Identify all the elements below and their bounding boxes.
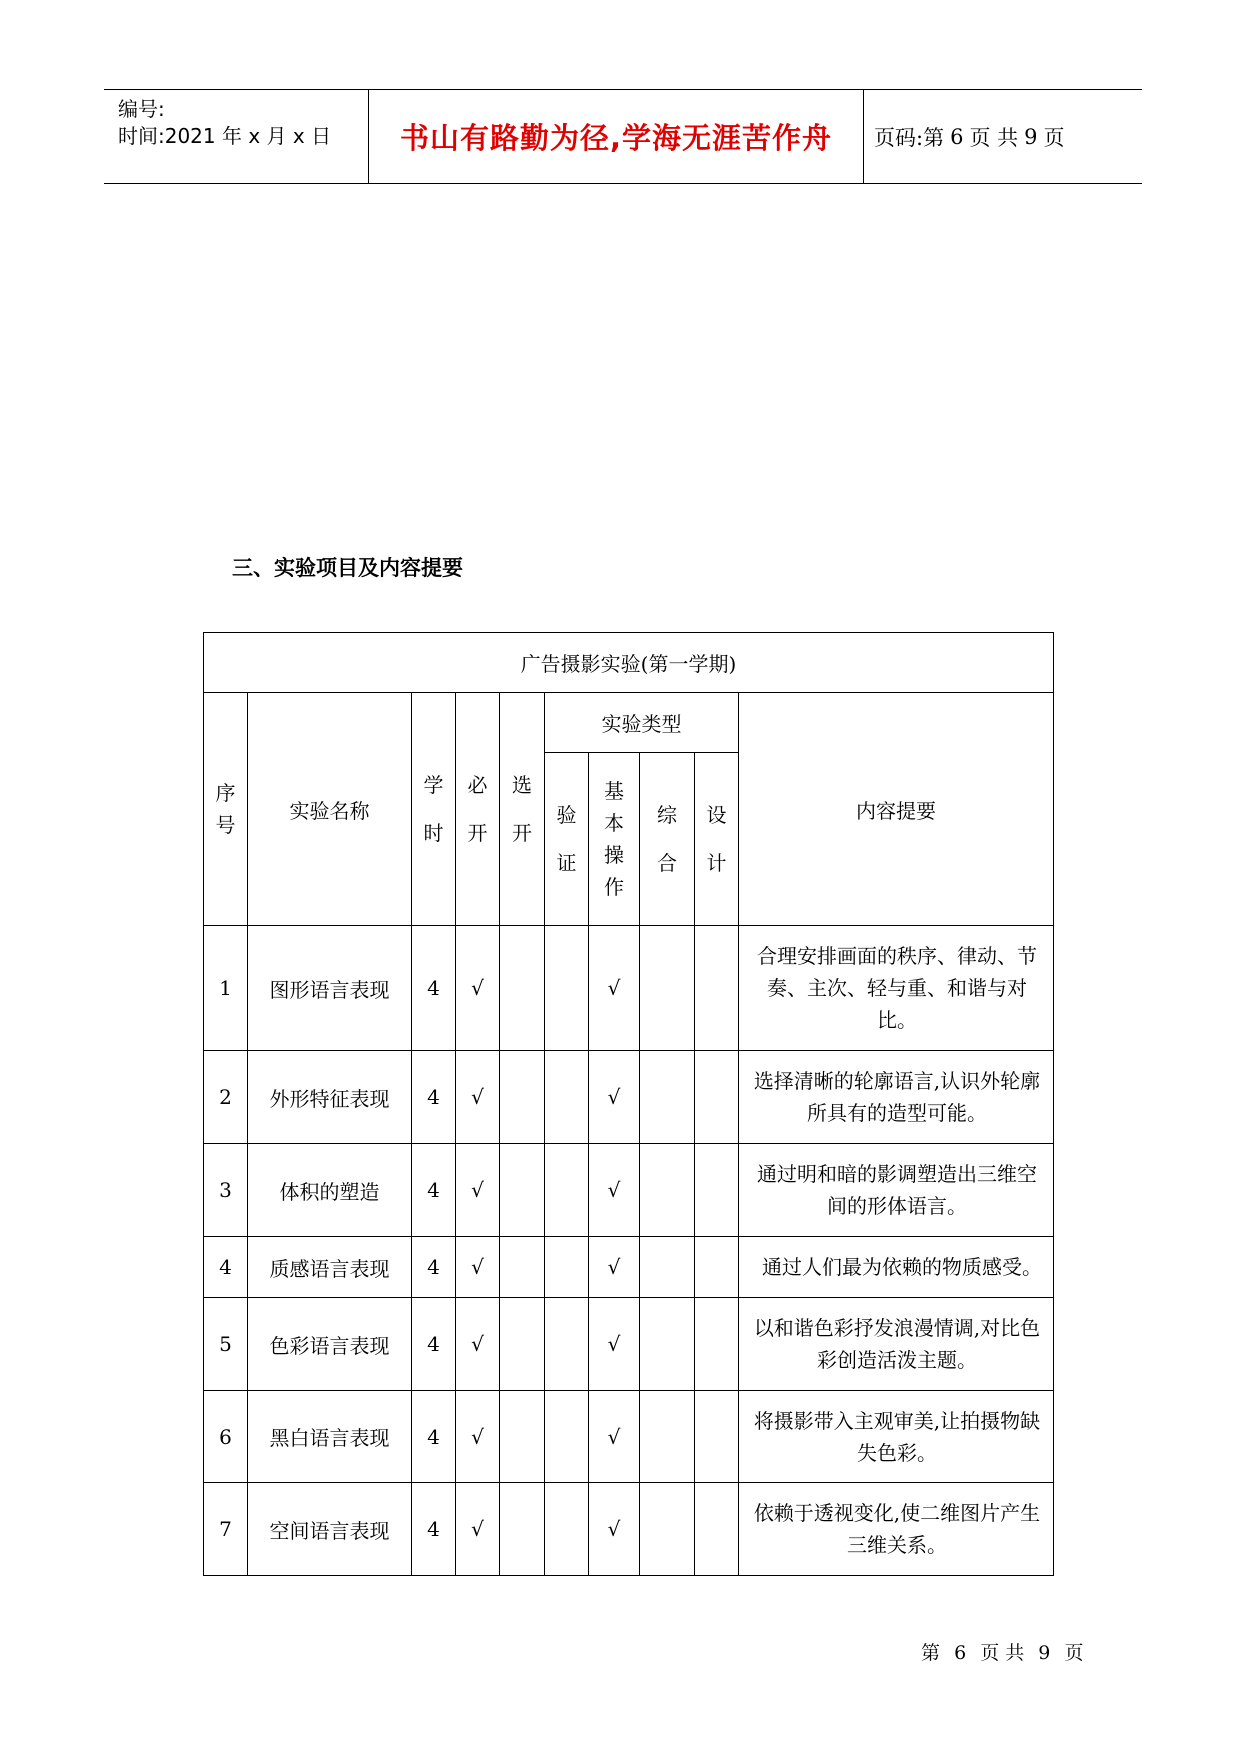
cell-seq: 3 bbox=[204, 1144, 248, 1237]
cell-design bbox=[695, 1483, 739, 1576]
header-design-label: 设计 bbox=[706, 803, 727, 875]
cell-summary: 选择清晰的轮廓语言,认识外轮廓所具有的造型可能。 bbox=[739, 1051, 1054, 1144]
cell-basic: √ bbox=[589, 1051, 640, 1144]
cell-name: 色彩语言表现 bbox=[248, 1298, 412, 1391]
cell-design bbox=[695, 926, 739, 1051]
cell-comprehensive bbox=[640, 1298, 695, 1391]
cell-basic: √ bbox=[589, 1298, 640, 1391]
cell-verify bbox=[545, 1237, 589, 1298]
number-label: 编号: bbox=[118, 97, 165, 121]
header-comprehensive-label: 综合 bbox=[657, 803, 677, 875]
cell-summary: 通过明和暗的影调塑造出三维空间的形体语言。 bbox=[739, 1144, 1054, 1237]
cell-required: √ bbox=[456, 1144, 500, 1237]
cell-basic: √ bbox=[589, 926, 640, 1051]
cell-required: √ bbox=[456, 1483, 500, 1576]
header-seq bbox=[204, 693, 248, 926]
cell-seq: 1 bbox=[204, 926, 248, 1051]
cell-name: 体积的塑造 bbox=[248, 1144, 412, 1237]
cell-hours: 4 bbox=[412, 1237, 456, 1298]
header-seq-label: 序号 bbox=[215, 781, 236, 837]
cell-required: √ bbox=[456, 926, 500, 1051]
cell-verify bbox=[545, 1298, 589, 1391]
header-hours bbox=[412, 693, 456, 926]
experiment-table bbox=[203, 632, 1054, 1576]
cell-required: √ bbox=[456, 1237, 500, 1298]
table-row bbox=[204, 1144, 1054, 1237]
cell-optional bbox=[500, 926, 545, 1051]
cell-comprehensive bbox=[640, 1237, 695, 1298]
header-basic-label: 基本操作 bbox=[604, 779, 624, 899]
cell-seq: 2 bbox=[204, 1051, 248, 1144]
cell-hours: 4 bbox=[412, 926, 456, 1051]
cell-seq: 5 bbox=[204, 1298, 248, 1391]
cell-verify bbox=[545, 1483, 589, 1576]
cell-design bbox=[695, 1051, 739, 1144]
cell-basic: √ bbox=[589, 1144, 640, 1237]
header-required-label: 必开 bbox=[467, 773, 488, 845]
footer-suffix: 页 bbox=[1064, 1642, 1084, 1664]
cell-seq: 7 bbox=[204, 1483, 248, 1576]
header-type: 实验类型 bbox=[545, 693, 739, 753]
cell-summary: 合理安排画面的秩序、律动、节奏、主次、轻与重、和谐与对比。 bbox=[739, 926, 1054, 1051]
header-hours-label: 学时 bbox=[423, 773, 444, 845]
cell-basic: √ bbox=[589, 1237, 640, 1298]
cell-comprehensive bbox=[640, 1483, 695, 1576]
header-name: 实验名称 bbox=[248, 693, 412, 926]
cell-optional bbox=[500, 1483, 545, 1576]
header-optional bbox=[500, 693, 545, 926]
header-meta bbox=[104, 90, 369, 183]
cell-hours: 4 bbox=[412, 1391, 456, 1483]
cell-optional bbox=[500, 1144, 545, 1237]
header-design bbox=[695, 753, 739, 926]
header-basic bbox=[589, 753, 640, 926]
cell-design bbox=[695, 1391, 739, 1483]
section-title: 三、实验项目及内容提要 bbox=[232, 556, 463, 580]
cell-hours: 4 bbox=[412, 1144, 456, 1237]
header-summary: 内容提要 bbox=[739, 693, 1054, 926]
cell-verify bbox=[545, 1144, 589, 1237]
cell-hours: 4 bbox=[412, 1483, 456, 1576]
header-optional-label: 选开 bbox=[512, 773, 532, 845]
cell-comprehensive bbox=[640, 1391, 695, 1483]
cell-design bbox=[695, 1144, 739, 1237]
table-caption: 广告摄影实验(第一学期) bbox=[204, 633, 1054, 693]
document-header bbox=[104, 89, 1142, 184]
page-total: 9 bbox=[1024, 124, 1038, 149]
cell-summary: 以和谐色彩抒发浪漫情调,对比色彩创造活泼主题。 bbox=[739, 1298, 1054, 1391]
cell-seq: 4 bbox=[204, 1237, 248, 1298]
table-row bbox=[204, 1051, 1054, 1144]
cell-design bbox=[695, 1298, 739, 1391]
header-comprehensive bbox=[640, 753, 695, 926]
header-motto: 书山有路勤为径,学海无涯苦作舟 bbox=[369, 90, 864, 183]
cell-required: √ bbox=[456, 1298, 500, 1391]
cell-name: 图形语言表现 bbox=[248, 926, 412, 1051]
cell-name: 质感语言表现 bbox=[248, 1237, 412, 1298]
cell-design bbox=[695, 1237, 739, 1298]
page-end: 页 bbox=[1043, 125, 1065, 150]
cell-hours: 4 bbox=[412, 1298, 456, 1391]
page-current: 6 bbox=[950, 124, 964, 149]
cell-optional bbox=[500, 1298, 545, 1391]
cell-optional bbox=[500, 1237, 545, 1298]
header-required bbox=[456, 693, 500, 926]
cell-seq: 6 bbox=[204, 1391, 248, 1483]
cell-name: 外形特征表现 bbox=[248, 1051, 412, 1144]
cell-hours: 4 bbox=[412, 1051, 456, 1144]
footer-mid: 页 共 bbox=[980, 1642, 1025, 1664]
cell-basic: √ bbox=[589, 1483, 640, 1576]
cell-name: 空间语言表现 bbox=[248, 1483, 412, 1576]
page-mid: 页 共 bbox=[969, 125, 1019, 150]
cell-verify bbox=[545, 1391, 589, 1483]
time-label: 时间:2021 年 x 月 x 日 bbox=[118, 124, 332, 148]
cell-required: √ bbox=[456, 1051, 500, 1144]
footer-prefix: 第 bbox=[921, 1642, 941, 1664]
footer-total: 9 bbox=[1038, 1642, 1051, 1664]
cell-comprehensive bbox=[640, 1144, 695, 1237]
table-row bbox=[204, 1298, 1054, 1391]
cell-verify bbox=[545, 926, 589, 1051]
table-row bbox=[204, 1391, 1054, 1483]
cell-required: √ bbox=[456, 1391, 500, 1483]
cell-comprehensive bbox=[640, 1051, 695, 1144]
table-row bbox=[204, 1483, 1054, 1576]
table-row bbox=[204, 1237, 1054, 1298]
cell-summary: 依赖于透视变化,使二维图片产生三维关系。 bbox=[739, 1483, 1054, 1576]
cell-summary: 通过人们最为依赖的物质感受。 bbox=[739, 1237, 1054, 1298]
cell-name: 黑白语言表现 bbox=[248, 1391, 412, 1483]
cell-basic: √ bbox=[589, 1391, 640, 1483]
table-row bbox=[204, 926, 1054, 1051]
header-verify-label: 验证 bbox=[556, 803, 577, 875]
cell-comprehensive bbox=[640, 926, 695, 1051]
footer-current: 6 bbox=[954, 1642, 967, 1664]
page-footer bbox=[917, 1638, 1087, 1665]
header-verify bbox=[545, 753, 589, 926]
cell-summary: 将摄影带入主观审美,让拍摄物缺失色彩。 bbox=[739, 1391, 1054, 1483]
page-label: 页码:第 bbox=[874, 125, 945, 150]
cell-verify bbox=[545, 1051, 589, 1144]
cell-optional bbox=[500, 1051, 545, 1144]
cell-optional bbox=[500, 1391, 545, 1483]
header-page-info bbox=[874, 90, 1065, 183]
